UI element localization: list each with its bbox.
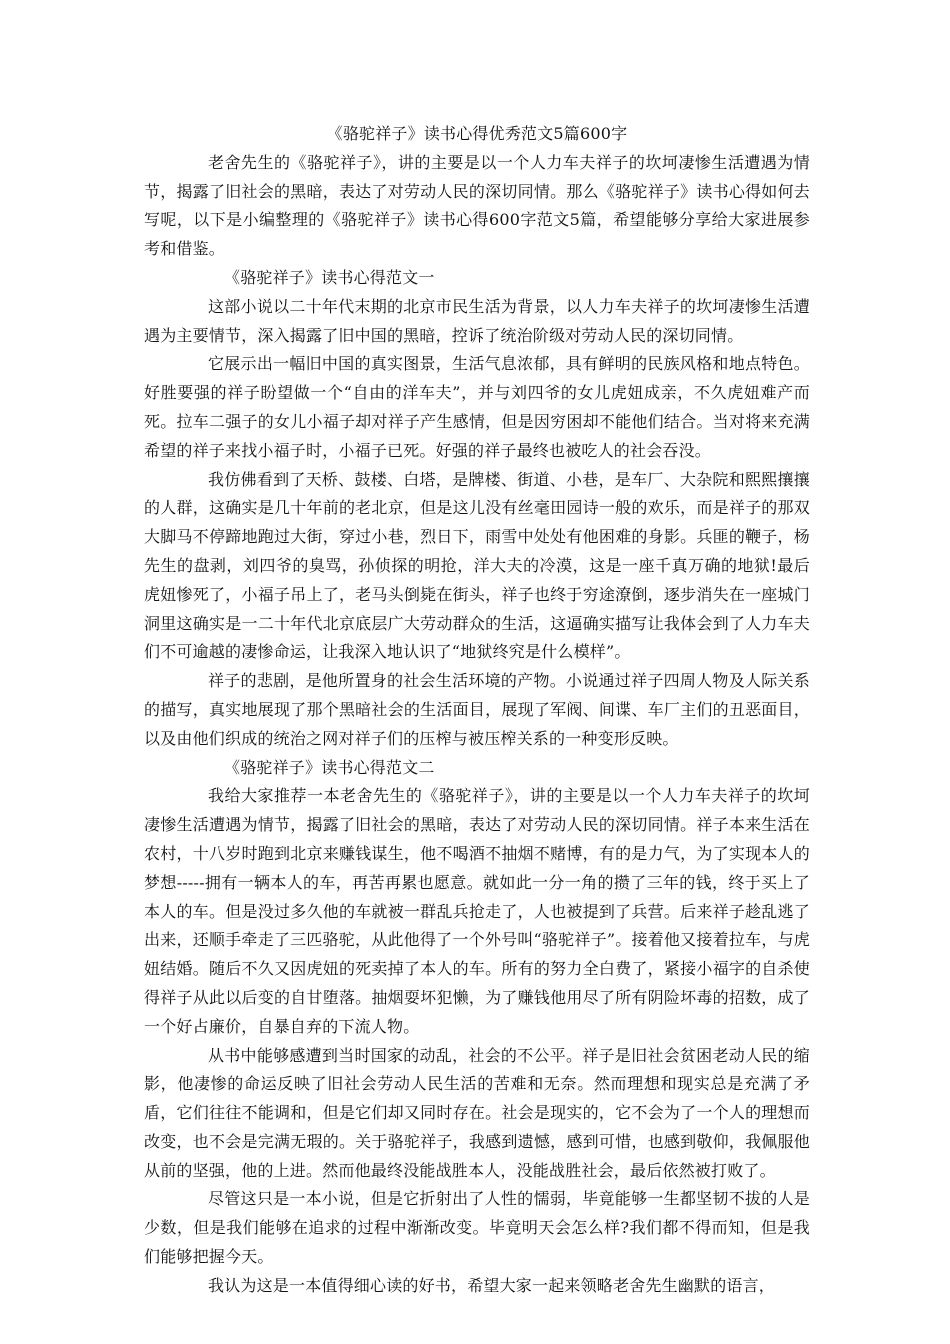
paragraph: 它展示出一幅旧中国的真实图景，生活气息浓郁，具有鲜明的民族风格和地点特色。好胜要强的祥子盼望做一个“自由的洋车夫”，并与刘四爷的女儿虎妞成亲，不久虎妞难产而死。拉车二强子的女儿小福子却对祥子产生感情，但是因穷困却不能他们结合。当对将来充满希望的祥子来找小福子时，小福子已死。好强的祥子最终也被吃人的社会吞没。 bbox=[144, 354, 810, 460]
paragraph: 我给大家推荐一本老舍先生的《骆驼祥子》，讲的主要是以一个人力车夫祥子的坎坷凄惨生活遭遇为情节，揭露了旧社会的黑暗，表达了对劳动人民的深切同情。祥子本来生活在农村，十八岁时跑到北京来赚钱谋生，他不喝酒不抽烟不赌博，有的是力气，为了实现本人的梦想-----拥有一辆本人的车，再苦再累也愿意。就如此一分一角的攒了三年的钱，终于买上了本人的车。但是没过多久他的车就被一群乱兵抢走了，人也被提到了兵营。后来祥子趁乱逃了出来，还顺手牵走了三匹骆驼，从此他得了一个外号叫“骆驼祥子”。接着他又接着拉车，与虎妞结婚。随后不久又因虎妞的死卖掉了本人的车。所有的努力全白费了，紧接小福字的自杀使得祥子从此以后变的自甘堕落。抽烟耍坏犯懒，为了赚钱他用尽了所有阴险坏毒的招数，成了一个好占廉价，自暴自弃的下流人物。 bbox=[144, 786, 810, 1036]
paragraph: 尽管这只是一本小说，但是它折射出了人性的懦弱，毕竟能够一生都坚韧不拔的人是少数，但是我们能够在追求的过程中渐渐改变。毕竟明天会怎么样?我们都不得而知，但是我们能够把握今天。 bbox=[144, 1189, 810, 1267]
paragraph: 从书中能够感遭到当时国家的动乱，社会的不公平。祥子是旧社会贫困老动人民的缩影，他凄惨的命运反映了旧社会劳动人民生活的苦难和无奈。然而理想和现实总是充满了矛盾，它们往往不能调和，但是它们却又同时存在。社会是现实的，它不会为了一个人的理想而改变，也不会是完满无瑕的。关于骆驼祥子，我感到遗憾，感到可惜，也感到敬仰，我佩服他从前的坚强，他的上进。然而他最终没能战胜本人，没能战胜社会，最后依然被打败了。 bbox=[144, 1045, 810, 1180]
document-body bbox=[144, 120, 810, 1301]
intro-paragraph: 老舍先生的《骆驼祥子》，讲的主要是以一个人力车夫祥子的坎坷凄惨生活遭遇为情节，揭露了旧社会的黑暗，表达了对劳动人民的深切同情。那么《骆驼祥子》读书心得如何去写呢，以下是小编整理的《骆驼祥子》读书心得600字范文5篇，希望能够分享给大家进展参考和借鉴。 bbox=[144, 152, 810, 259]
paragraph: 祥子的悲剧，是他所置身的社会生活环境的产物。小说通过祥子四周人物及人际关系的描写，真实地展现了那个黑暗社会的生活面目，展现了军阀、间谍、车厂主们的丑恶面目，以及由他们织成的统治之网对祥子们的压榨与被压榨关系的一种变形反映。 bbox=[144, 671, 810, 748]
paragraph: 这部小说以二十年代末期的北京市民生活为背景，以人力车夫祥子的坎坷凄惨生活遭遇为主要情节，深入揭露了旧中国的黑暗，控诉了统治阶级对劳动人民的深切同情。 bbox=[144, 296, 810, 345]
section-heading-2: 《骆驼祥子》读书心得范文二 bbox=[224, 757, 435, 777]
paragraph: 我仿佛看到了天桥、鼓楼、白塔，是牌楼、街道、小巷，是车厂、大杂院和熙熙攘攘的人群，这确实是几十年前的老北京，但是这儿没有丝毫田园诗一般的欢乐，而是祥子的那双大脚马不停蹄地跑过大街，穿过小巷，烈日下，雨雪中处处有他困难的身影。兵匪的鞭子，杨先生的盘剥，刘四爷的臭骂，孙侦探的明抢，洋大夫的冷漠，这是一座千真万确的地狱!最后虎妞惨死了，小福子吊上了，老马头倒毙在街头，祥子也终于穷途潦倒，逐步消失在一座城门洞里这确实是一二十年代北京底层广大劳动群众的生活，这逼确实描写让我体会到了人力车夫们不可逾越的凄惨命运，让我深入地认识了“地狱终究是什么模样”。 bbox=[144, 469, 810, 662]
paragraph: 我认为这是一本值得细心读的好书，希望大家一起来领略老舍先生幽默的语言， bbox=[208, 1275, 776, 1295]
document-title: 《骆驼祥子》读书心得优秀范文5篇600字 bbox=[326, 124, 628, 143]
section-heading-1: 《骆驼祥子》读书心得范文一 bbox=[224, 267, 435, 287]
